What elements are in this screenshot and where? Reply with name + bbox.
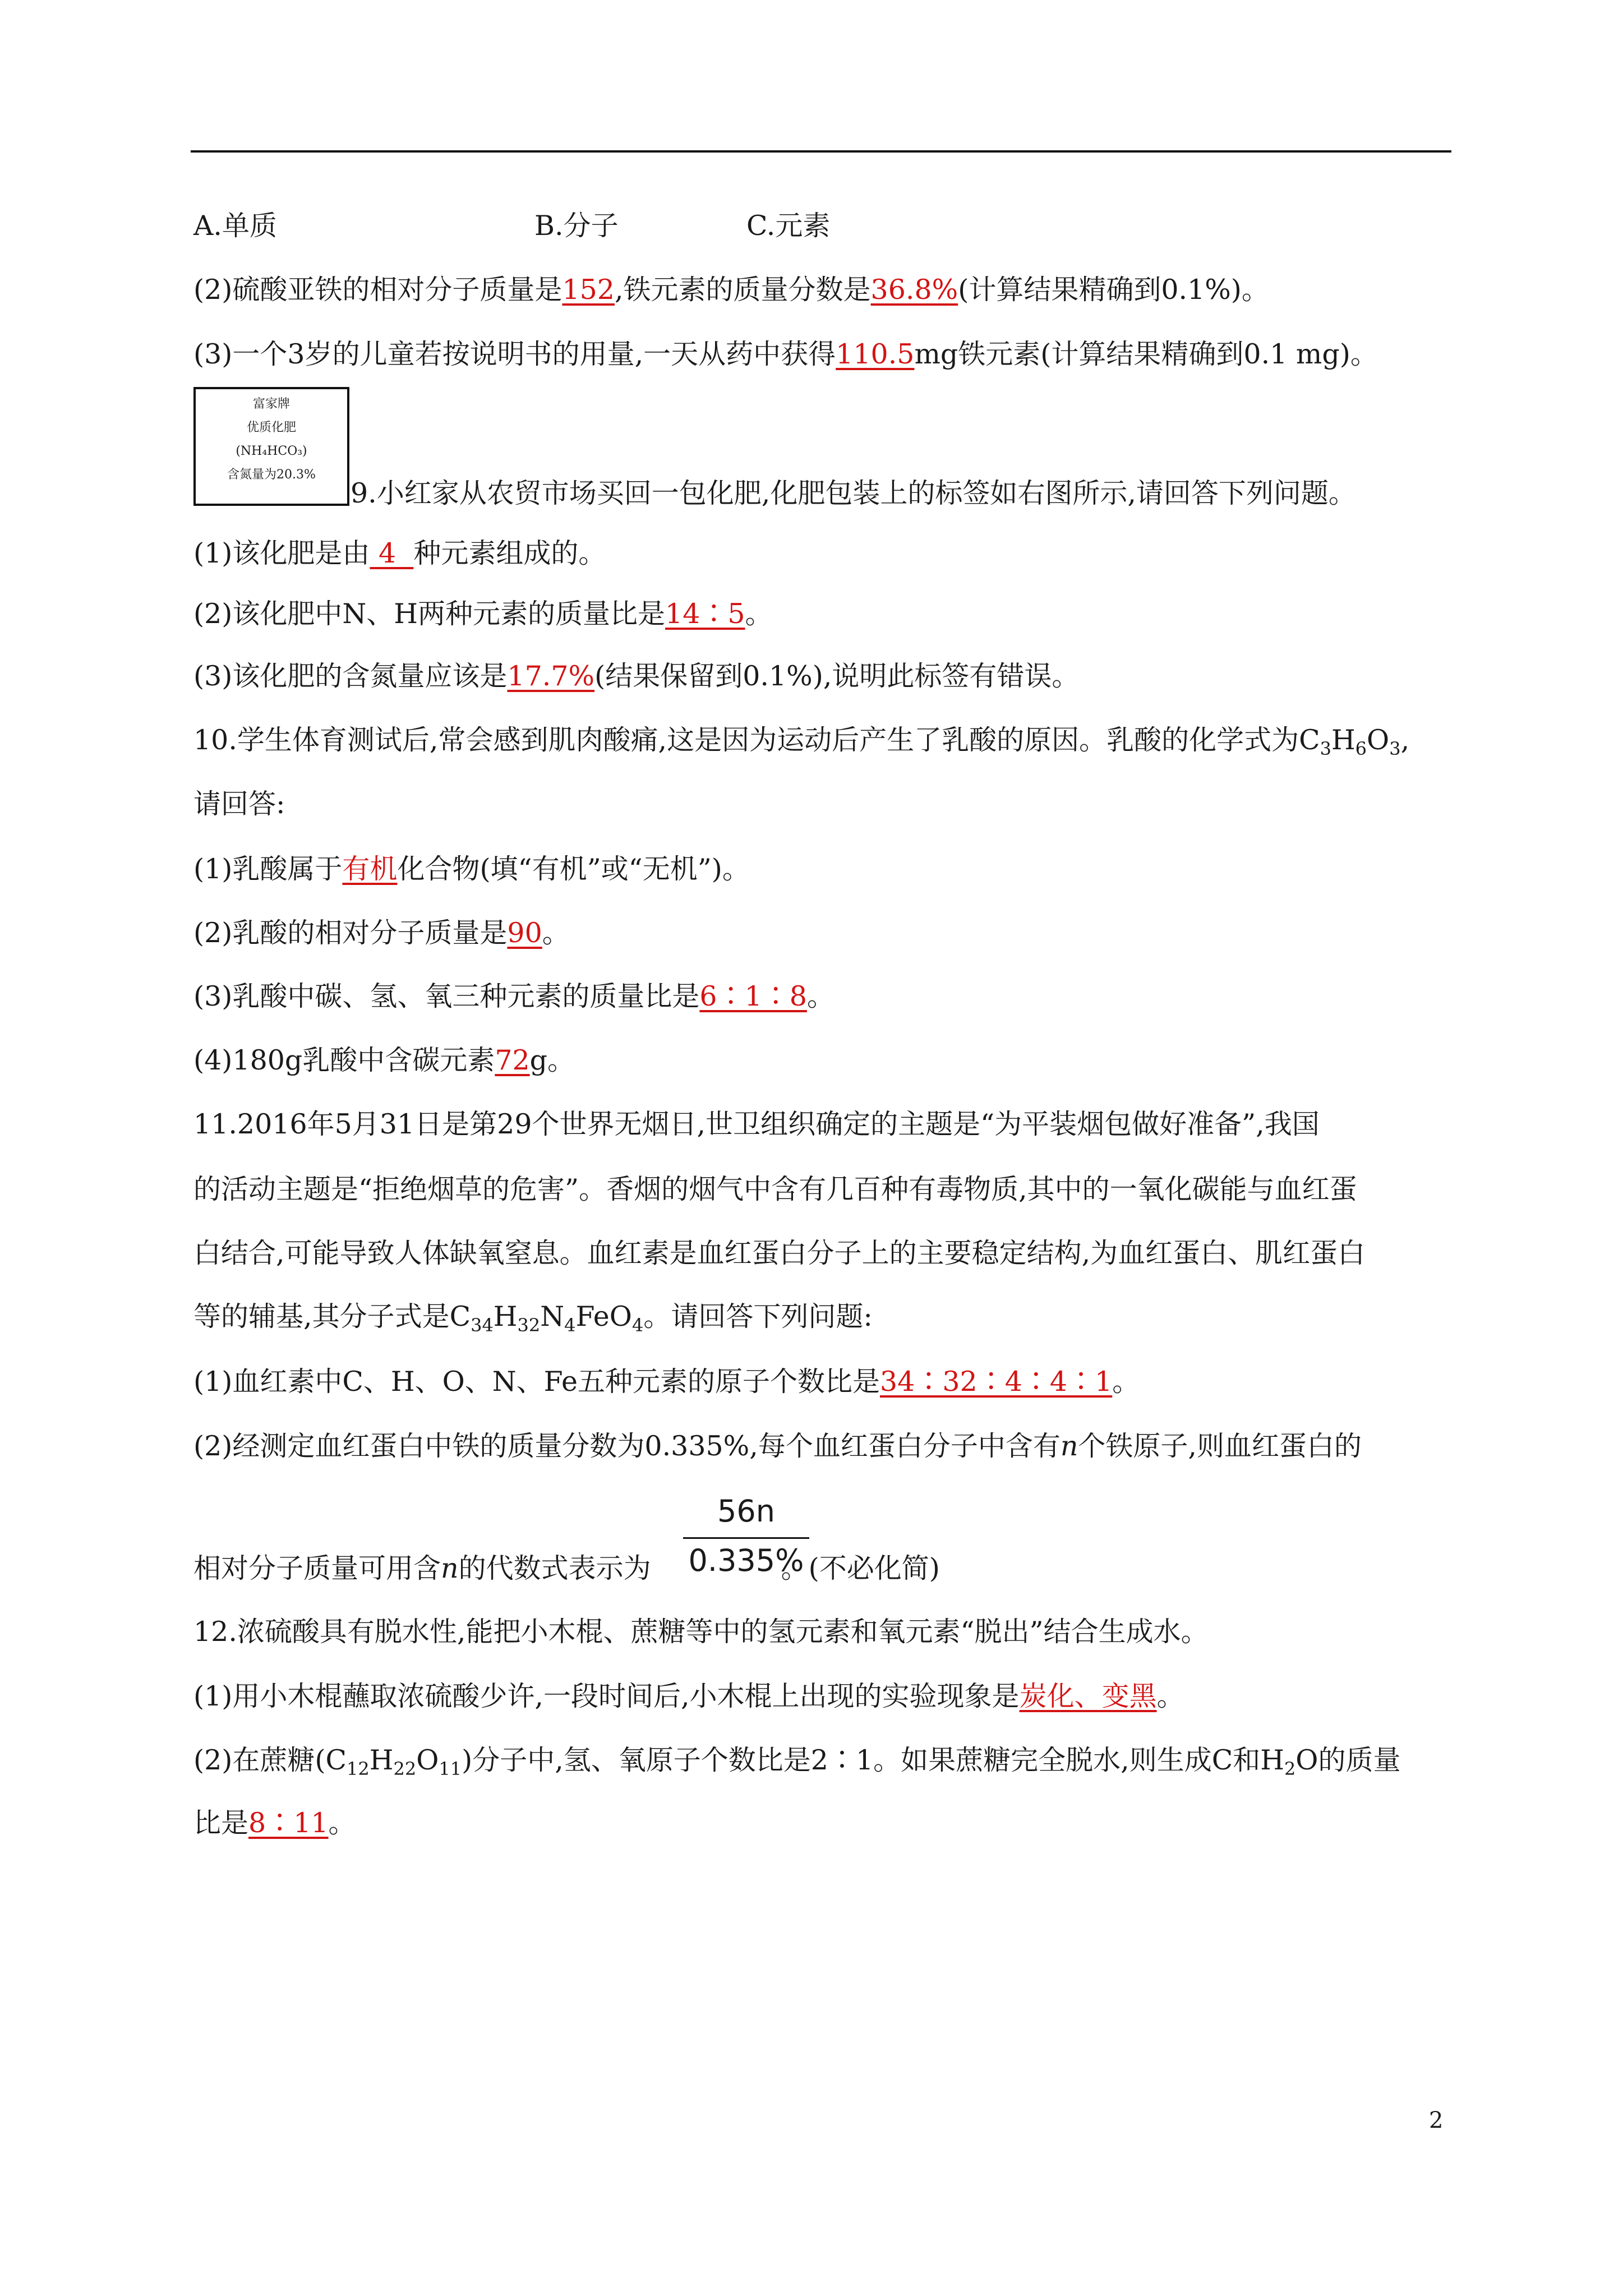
q8-options	[193, 209, 830, 243]
header-rule	[191, 150, 1451, 153]
q12-part-1: (1)用小木棍蘸取浓硫酸少许,一段时间后,小木棍上出现的实验现象是炭化、变黑。	[193, 1680, 1184, 1712]
option-a: A.单质	[193, 210, 277, 242]
page-number: 2	[1429, 2108, 1444, 2133]
answer: 72	[495, 1044, 530, 1076]
q11-line-1: 11.2016年5月31日是第29个世界无烟日,世卫组织确定的主题是“为平装烟包做好准备”,我国	[193, 1108, 1320, 1140]
fraction-numerator: 56n	[717, 1493, 775, 1529]
q12-part-2: (2)在蔗糖$(C_{12}H_{22}O_{11})$分子中,氢、氧原子个数比是2∶1。如果蔗糖完全脱水,则生成C和$H_2O$的质量	[193, 1744, 1401, 1779]
q12-part-2-line2: 比是8∶11。	[193, 1807, 356, 1839]
option-b: B.分子	[534, 210, 619, 242]
q11-part-2-line2: 相对分子质量可用含n的代数式表示为 。(不必化简)	[193, 1552, 940, 1584]
q8-part-2: (2)硫酸亚铁的相对分子质量是152,铁元素的质量分数是36.8%(计算结果精确到0.1%)。	[193, 274, 1269, 306]
option-c: C.元素	[746, 210, 831, 242]
q10-intro: 10.学生体育测试后,常会感到肌肉酸痛,这是因为运动后产生了乳酸的原因。乳酸的化学式为$C_3H_6O_3$,	[193, 724, 1410, 759]
answer: 4	[370, 537, 414, 569]
q10-part-3: (3)乳酸中碳、氢、氧三种元素的质量比是6∶1∶8。	[193, 980, 834, 1012]
q11-line-4: 等的辅基,其分子式是$C_{34}H_{32}N_4FeO_4$。请回答下列问题:	[193, 1301, 873, 1336]
label-content: 含氮量为20.3%	[227, 468, 316, 482]
q10-part-4: (4)180g乳酸中含碳元素72g。	[193, 1044, 575, 1076]
q11-part-1: (1)血红素中C、H、O、N、Fe五种元素的原子个数比是34∶32∶4∶4∶1。	[193, 1366, 1140, 1398]
label-brand: 富家牌	[252, 397, 290, 411]
label-name: 优质化肥	[246, 421, 296, 435]
label-formula: (NH₄HCO₃)	[236, 444, 307, 458]
answer: 17.7%	[507, 660, 595, 692]
q10-part-1: (1)乳酸属于有机化合物(填“有机”或“无机”)。	[193, 853, 750, 885]
answer: 8∶11	[248, 1807, 329, 1839]
q10-part-2: (2)乳酸的相对分子质量是90。	[193, 917, 570, 949]
q11-part-2: (2)经测定血红蛋白中铁的质量分数为0.335%,每个血红蛋白分子中含有n个铁原子,则血红蛋白的	[193, 1430, 1362, 1462]
q12-intro: 12.浓硫酸具有脱水性,能把小木棍、蔗糖等中的氢元素和氧元素“脱出”结合生成水。	[193, 1616, 1209, 1648]
answer: 炭化、变黑	[1019, 1680, 1157, 1712]
q11-line-3: 白结合,可能导致人体缺氧窒息。血红素是血红蛋白分子上的主要稳定结构,为血红蛋白、肌红蛋白	[193, 1237, 1366, 1269]
answer: 14∶5	[665, 598, 745, 630]
answer: 6∶1∶8	[699, 980, 807, 1012]
q9-part-3: (3)该化肥的含氮量应该是17.7%(结果保留到0.1%),说明此标签有错误。	[193, 660, 1080, 692]
q8-part-3: (3)一个3岁的儿童若按说明书的用量,一天从药中获得110.5mg铁元素(计算结果精确到0.1 mg)。	[193, 338, 1378, 370]
q11-line-2: 的活动主题是“拒绝烟草的危害”。香烟的烟气中含有几百种有毒物质,其中的一氧化碳能与血红蛋	[193, 1173, 1357, 1205]
answer: 有机	[342, 853, 398, 885]
q10-intro-line2: 请回答:	[193, 788, 285, 820]
fertilizer-label	[193, 387, 349, 506]
answer: 34∶32∶4∶4∶1	[880, 1366, 1113, 1398]
q9-part-2: (2)该化肥中N、H两种元素的质量比是14∶5。	[193, 598, 773, 630]
answer: 152	[562, 274, 615, 306]
fraction-bar	[683, 1537, 809, 1539]
fraction-denominator: 0.335%	[688, 1543, 804, 1578]
answer: 36.8%	[870, 274, 958, 306]
q9-part-1: (1)该化肥是由 4 种元素组成的。	[193, 537, 606, 569]
answer: 110.5	[836, 338, 915, 370]
answer: 90	[507, 917, 542, 949]
q9-intro: 9.小红家从农贸市场买回一包化肥,化肥包装上的标签如右图所示,请回答下列问题。	[351, 477, 1356, 509]
